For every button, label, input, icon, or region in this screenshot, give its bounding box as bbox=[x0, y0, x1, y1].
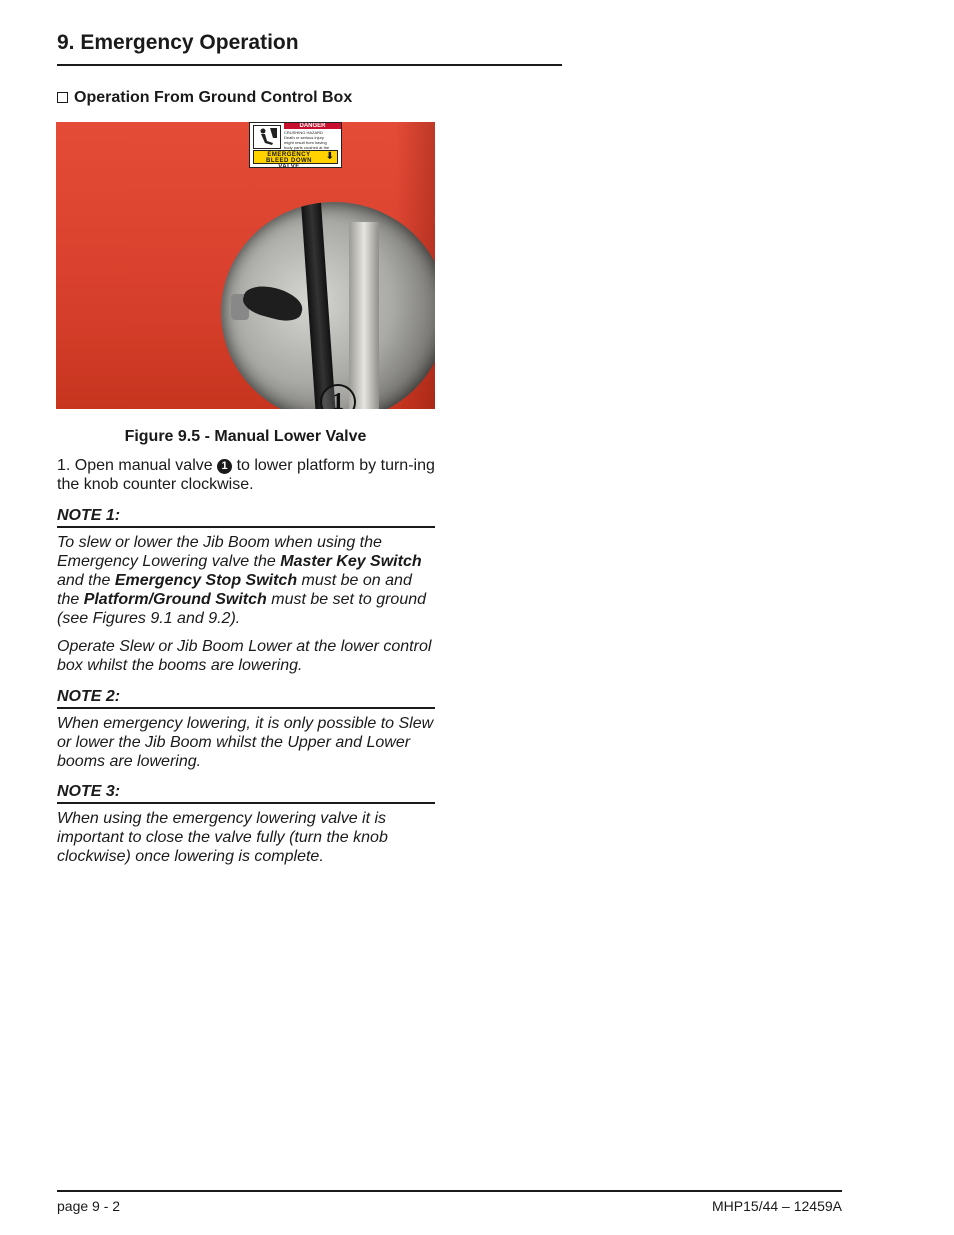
note-1-heading: NOTE 1: bbox=[57, 507, 435, 528]
decal-line-4: body parts crushed at the bbox=[284, 145, 330, 150]
figure-callout-1: 1 bbox=[320, 384, 356, 409]
page-number: page 9 - 2 bbox=[57, 1198, 121, 1214]
note-1-emergency-stop-switch: Emergency Stop Switch bbox=[114, 572, 298, 589]
note-1-text-a: To slew or lower the Jib Boom when using the Emergency Lowering valve the bbox=[57, 534, 382, 570]
decal-warning-text bbox=[284, 130, 339, 150]
header-divider bbox=[57, 64, 562, 66]
crushing-hazard-icon bbox=[253, 125, 281, 149]
note-1-paragraph-1 bbox=[57, 533, 437, 628]
access-hole bbox=[221, 202, 435, 409]
danger-decal bbox=[249, 122, 342, 168]
footer-divider bbox=[57, 1190, 842, 1192]
step-1-prefix: 1. Open manual valve bbox=[57, 457, 213, 474]
note-3-heading: NOTE 3: bbox=[57, 783, 435, 804]
page-title: 9. Emergency Operation bbox=[57, 31, 299, 54]
section-heading bbox=[57, 89, 352, 107]
note-1-paragraph-2: Operate Slew or Jib Boom Lower at the lower control box whilst the booms are lowering. bbox=[57, 638, 432, 674]
note-1-platform-ground-switch: Platform/Ground Switch bbox=[83, 591, 267, 608]
note-2-paragraph: When emergency lowering, it is only possible to Slew or lower the Jib Boom whilst the Upper and Lower booms are lowering. bbox=[57, 715, 434, 770]
step-1 bbox=[57, 456, 437, 494]
bleed-down-label bbox=[253, 150, 338, 168]
decal-line-3: might result from having bbox=[284, 140, 327, 145]
note-1-text-e: must be on and the bbox=[57, 572, 412, 608]
checkbox-bullet-icon bbox=[57, 92, 68, 103]
valve-knob-icon bbox=[240, 281, 306, 326]
valve-plate bbox=[349, 222, 379, 409]
document-number: MHP15/44 – 12459A bbox=[712, 1198, 842, 1214]
numbered-circle-icon: 1 bbox=[217, 459, 232, 474]
note-2-heading: NOTE 2: bbox=[57, 688, 435, 709]
arrow-down-icon: ⬇ bbox=[325, 151, 334, 162]
note-1-master-key-switch: Master Key Switch bbox=[280, 553, 422, 570]
figure-photo-manual-lower-valve bbox=[56, 122, 435, 409]
decal-line-1: CRUSHING HAZARD bbox=[284, 130, 323, 135]
figure-caption: Figure 9.5 - Manual Lower Valve bbox=[124, 428, 367, 445]
section-title: Operation From Ground Control Box bbox=[74, 89, 353, 106]
note-1-text-c: and the bbox=[57, 572, 115, 589]
note-1-text-g: must be set to ground (see Figures 9.1 and 9.2). bbox=[57, 591, 427, 627]
danger-band: DANGER bbox=[284, 123, 341, 129]
decal-line-2: Death or serious injury bbox=[284, 135, 325, 140]
step-1-suffix: to lower platform by turn-ing the knob counter clockwise. bbox=[57, 457, 435, 493]
hydraulic-hose bbox=[300, 202, 337, 409]
note-3-paragraph: When using the emergency lowering valve it is important to close the valve fully (turn the knob clockwise) once lowering is complete. bbox=[57, 810, 388, 865]
bleed-down-text: EMERGENCY BLEED DOWN VALVE bbox=[266, 152, 312, 168]
